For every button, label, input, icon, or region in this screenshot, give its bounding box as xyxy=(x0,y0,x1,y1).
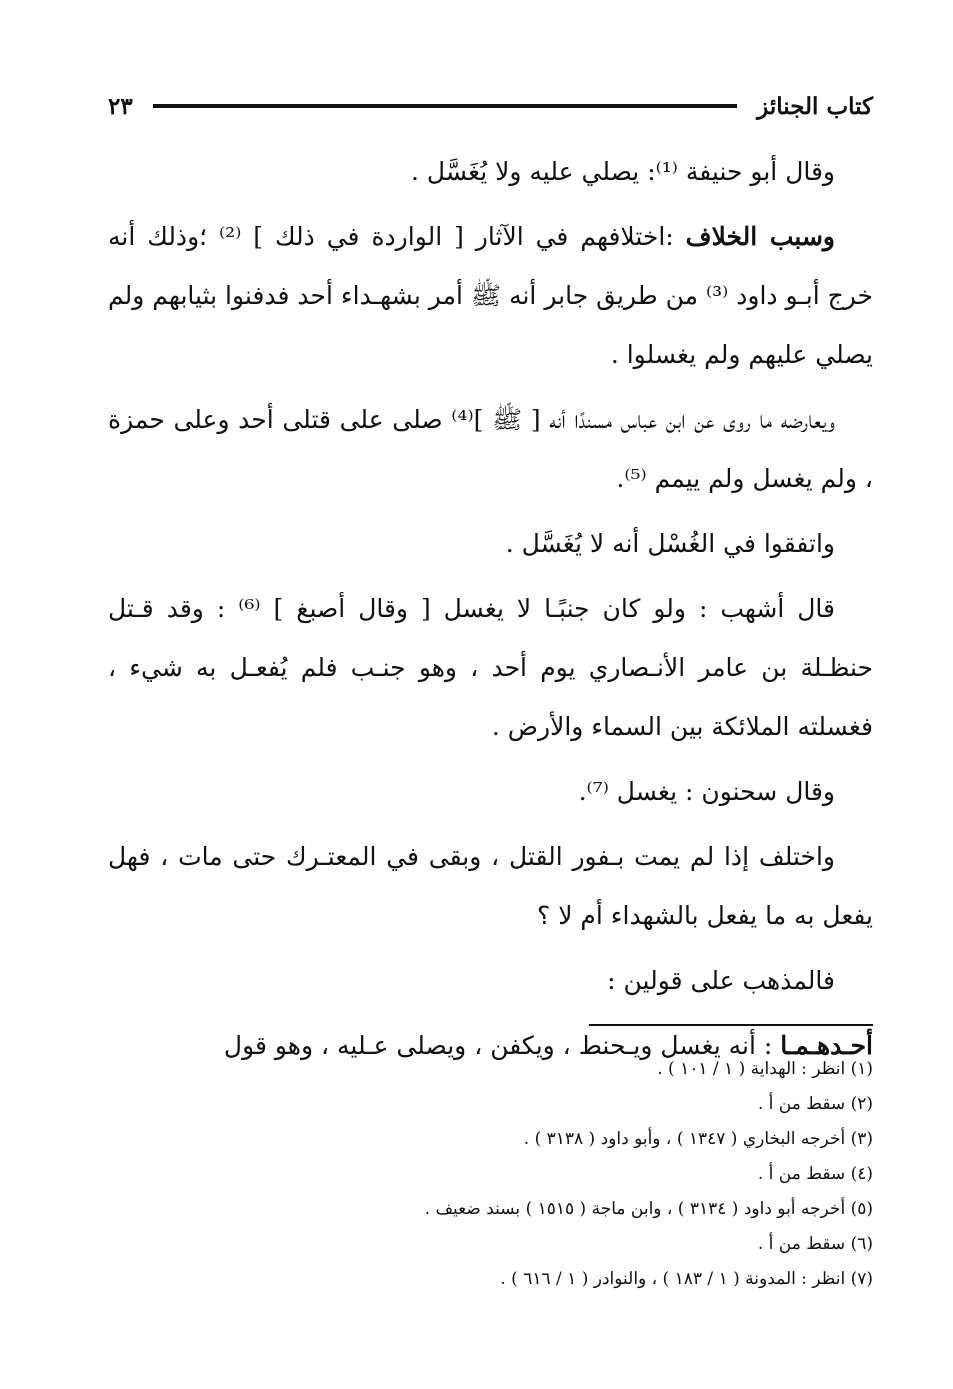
paragraph-3: ويعارضه ما روى عن ابن عباس مسندًا أنه [ ﷺ ]⁽⁴⁾ صلى على قتلى أحد وعلى حمزة ، ولم يغسل ولم ييمم ⁽⁵⁾. xyxy=(108,405,873,493)
book-title: كتاب الجنائز xyxy=(757,92,873,120)
paragraph-7: واختلف إذا لم يمت بـفور القتل ، وبقى في المعتـرك حتى مات ، فهل يفعل به ما يفعل بالشهداء أم لا ؟ xyxy=(108,842,873,930)
paragraph-6: وقال سحنون : يغسل ⁽⁷⁾. xyxy=(578,777,835,806)
paragraph-5: قال أشهب : ولو كان جنبًـا لا يغسل [ وقال أصبغ ] ⁽⁶⁾ : وقد قـتل حنظـلة بن عامر الأنـصاري يوم أحد ، وهو جنـب فلم يُفعـل به شيء ، فغسلته الملائكة بين السماء والأرض . xyxy=(108,594,873,741)
main-text xyxy=(108,142,873,1081)
footnote-6: (٦) سقط من أ . xyxy=(757,1234,873,1254)
footnote-2: (٢) سقط من أ . xyxy=(757,1094,873,1114)
footnote-7: (٧) انظر : المدونة ( ١ / ١٨٣ ) ، والنوادر ( ١ / ٦١٦ ) . xyxy=(500,1269,873,1289)
footnote-3: (٣) أخرجه البخاري ( ١٣٤٧ ) ، وأبو داود ( ٣١٣٨ ) . xyxy=(523,1129,873,1149)
footnote-4: (٤) سقط من أ . xyxy=(757,1164,873,1184)
paragraph-4: واتفقوا في الغُسْل أنه لا يُغَسَّل . xyxy=(505,529,835,558)
paragraph-2-cont: خرج أبـو داود ⁽³⁾ من طريق جابر أنه ﷺ أمر بشهـداء أحد فدفنوا بثيابهم ولم يصلي عليهم ولم يغسلوا . xyxy=(108,281,873,369)
header-rule xyxy=(153,104,737,108)
paragraph-2-lead: وسبب الخلاف xyxy=(685,222,835,251)
footnote-separator xyxy=(589,1024,873,1026)
page-number: ٢٣ xyxy=(108,92,133,120)
paragraph-1: وقال أبو حنيفة ⁽¹⁾: يصلي عليه ولا يُغَسَّل . xyxy=(411,157,835,186)
paragraph-2-text: :اختلافهم في الآثار [ الواردة في ذلك ] ⁽²⁾ ؛وذلك أنه xyxy=(108,222,674,251)
footnotes xyxy=(108,1052,873,1297)
footnote-1: (١) انظر : الهداية ( ١ / ١٠١ ) . xyxy=(657,1059,873,1079)
paragraph-2 xyxy=(108,207,873,384)
paragraph-8: فالمذهب على قولين : xyxy=(607,966,835,995)
paragraph-9-text: : أنه يغسل ويـحنط ، ويكفن ، ويصلى عـليه ، وهو قول xyxy=(223,1031,773,1060)
paragraph-9-lead: أحـدهـمـا xyxy=(780,1031,873,1060)
running-header xyxy=(108,86,873,126)
footnote-5: (٥) أخرجه أبو داود ( ٣١٣٤ ) ، وابن ماجة ( ١٥١٥ ) بسند ضعيف . xyxy=(424,1199,873,1219)
